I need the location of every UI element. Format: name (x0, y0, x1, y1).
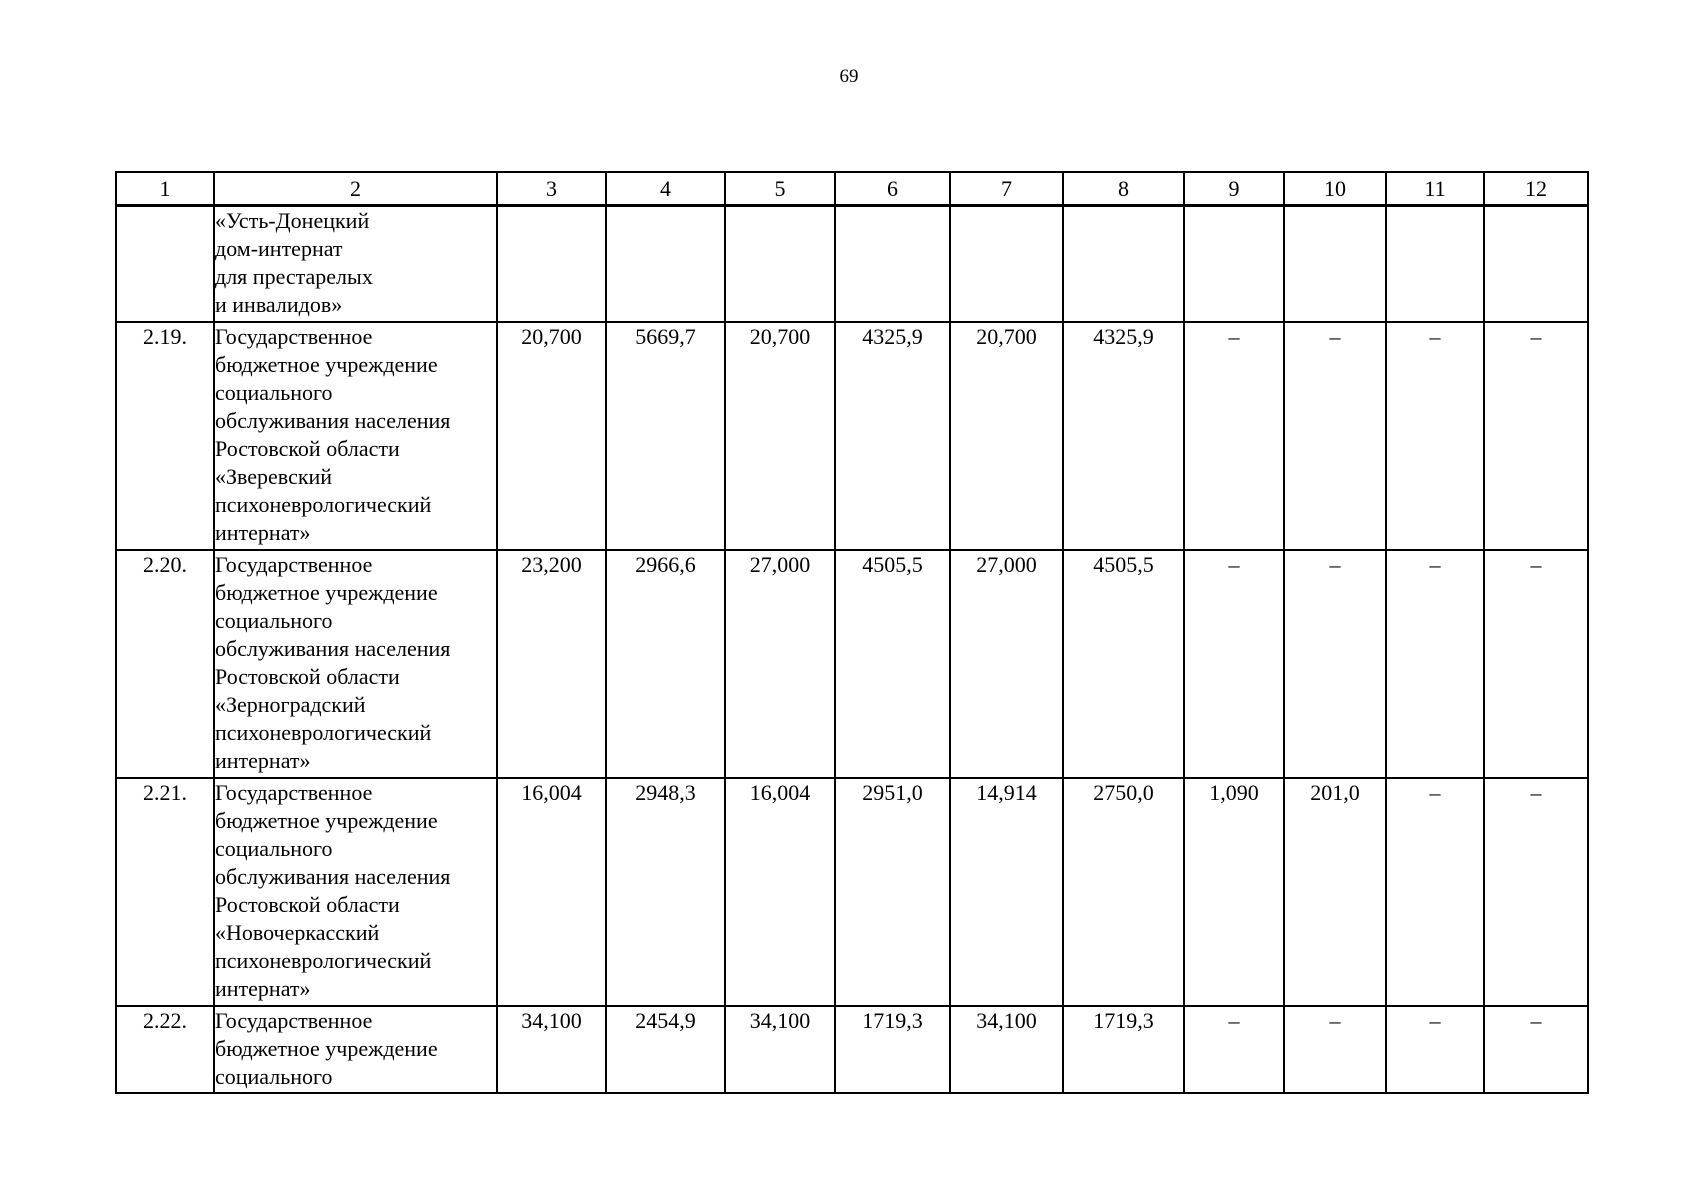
row-number: 2.20. (116, 550, 214, 778)
column-header: 4 (606, 172, 725, 206)
name-line: социального (215, 380, 333, 405)
value-cell: – (1386, 322, 1484, 550)
value-cell (725, 206, 835, 323)
value-cell: 27,000 (950, 550, 1063, 778)
value-cell: 2750,0 (1063, 778, 1184, 1006)
name-line: «Зверевский (215, 464, 333, 489)
value-cell (1484, 206, 1588, 323)
value-cell: 4325,9 (1063, 322, 1184, 550)
value-cell: – (1484, 550, 1588, 778)
value-cell: – (1284, 550, 1386, 778)
name-line: Государственное (215, 552, 373, 577)
value-cell: – (1386, 550, 1484, 778)
value-cell: 27,000 (725, 550, 835, 778)
name-line: Государственное (215, 780, 373, 805)
row-number (116, 206, 214, 323)
value-cell: 201,0 (1284, 778, 1386, 1006)
table-row (116, 1006, 1588, 1093)
column-header: 1 (116, 172, 214, 206)
name-line: социального (215, 608, 333, 633)
name-line: дом-интернат (215, 236, 343, 261)
name-line: обслуживания населения (215, 864, 451, 889)
column-header: 8 (1063, 172, 1184, 206)
column-header: 5 (725, 172, 835, 206)
value-cell: – (1284, 322, 1386, 550)
row-number: 2.19. (116, 322, 214, 550)
name-line: бюджетное учреждение (215, 808, 438, 833)
value-cell: 20,700 (725, 322, 835, 550)
name-line: бюджетное учреждение (215, 580, 438, 605)
name-line: социального (215, 836, 333, 861)
value-cell: 2948,3 (606, 778, 725, 1006)
value-cell: – (1484, 778, 1588, 1006)
value-cell: – (1184, 1006, 1284, 1093)
value-cell (1284, 206, 1386, 323)
table-row (116, 778, 1588, 1006)
name-line: Государственное (215, 324, 373, 349)
value-cell: – (1484, 1006, 1588, 1093)
institution-name (214, 550, 497, 778)
page-number: 69 (839, 66, 859, 87)
value-cell: 23,200 (497, 550, 606, 778)
row-number: 2.21. (116, 778, 214, 1006)
row-number: 2.22. (116, 1006, 214, 1093)
column-header: 7 (950, 172, 1063, 206)
value-cell (835, 206, 950, 323)
value-cell: 20,700 (497, 322, 606, 550)
value-cell: – (1386, 778, 1484, 1006)
value-cell (950, 206, 1063, 323)
value-cell: 20,700 (950, 322, 1063, 550)
value-cell (606, 206, 725, 323)
value-cell (1184, 206, 1284, 323)
column-header: 6 (835, 172, 950, 206)
name-line: «Усть-Донецкий (215, 208, 370, 233)
column-header: 10 (1284, 172, 1386, 206)
name-line: обслуживания населения (215, 408, 451, 433)
name-line: социального (215, 1064, 333, 1089)
table-row (116, 206, 1588, 323)
value-cell: 34,100 (497, 1006, 606, 1093)
name-line: интернат» (215, 520, 311, 545)
value-cell: 34,100 (950, 1006, 1063, 1093)
name-line: Ростовской области (215, 436, 400, 461)
name-line: Ростовской области (215, 664, 400, 689)
value-cell: 1719,3 (1063, 1006, 1184, 1093)
table-row (116, 550, 1588, 778)
value-cell (1063, 206, 1184, 323)
name-line: психоневрологический (215, 720, 432, 745)
value-cell: – (1184, 322, 1284, 550)
name-line: Государственное (215, 1008, 373, 1033)
institution-name (214, 206, 497, 323)
name-line: психоневрологический (215, 492, 432, 517)
value-cell: 1,090 (1184, 778, 1284, 1006)
data-table (115, 171, 1589, 1094)
value-cell: 5669,7 (606, 322, 725, 550)
institution-name (214, 1006, 497, 1093)
value-cell: – (1184, 550, 1284, 778)
value-cell: 14,914 (950, 778, 1063, 1006)
column-header: 12 (1484, 172, 1588, 206)
column-header: 11 (1386, 172, 1484, 206)
value-cell: – (1386, 1006, 1484, 1093)
name-line: интернат» (215, 976, 311, 1001)
name-line: бюджетное учреждение (215, 1036, 438, 1061)
name-line: для престарелых (215, 264, 373, 289)
name-line: «Новочеркасский (215, 920, 380, 945)
value-cell: 2951,0 (835, 778, 950, 1006)
column-header: 9 (1184, 172, 1284, 206)
value-cell: – (1484, 322, 1588, 550)
column-header: 2 (214, 172, 497, 206)
value-cell: – (1284, 1006, 1386, 1093)
value-cell (1386, 206, 1484, 323)
value-cell: 4325,9 (835, 322, 950, 550)
name-line: Ростовской области (215, 892, 400, 917)
value-cell: 4505,5 (835, 550, 950, 778)
name-line: «Зерноградский (215, 692, 366, 717)
value-cell: 1719,3 (835, 1006, 950, 1093)
value-cell: 34,100 (725, 1006, 835, 1093)
value-cell (497, 206, 606, 323)
value-cell: 4505,5 (1063, 550, 1184, 778)
value-cell: 2454,9 (606, 1006, 725, 1093)
table-row (116, 322, 1588, 550)
name-line: обслуживания населения (215, 636, 451, 661)
name-line: и инвалидов» (215, 292, 343, 317)
institution-name (214, 322, 497, 550)
name-line: интернат» (215, 748, 311, 773)
value-cell: 2966,6 (606, 550, 725, 778)
institution-name (214, 778, 497, 1006)
name-line: психоневрологический (215, 948, 432, 973)
value-cell: 16,004 (497, 778, 606, 1006)
table-header-row (116, 172, 1588, 206)
name-line: бюджетное учреждение (215, 352, 438, 377)
value-cell: 16,004 (725, 778, 835, 1006)
column-header: 3 (497, 172, 606, 206)
